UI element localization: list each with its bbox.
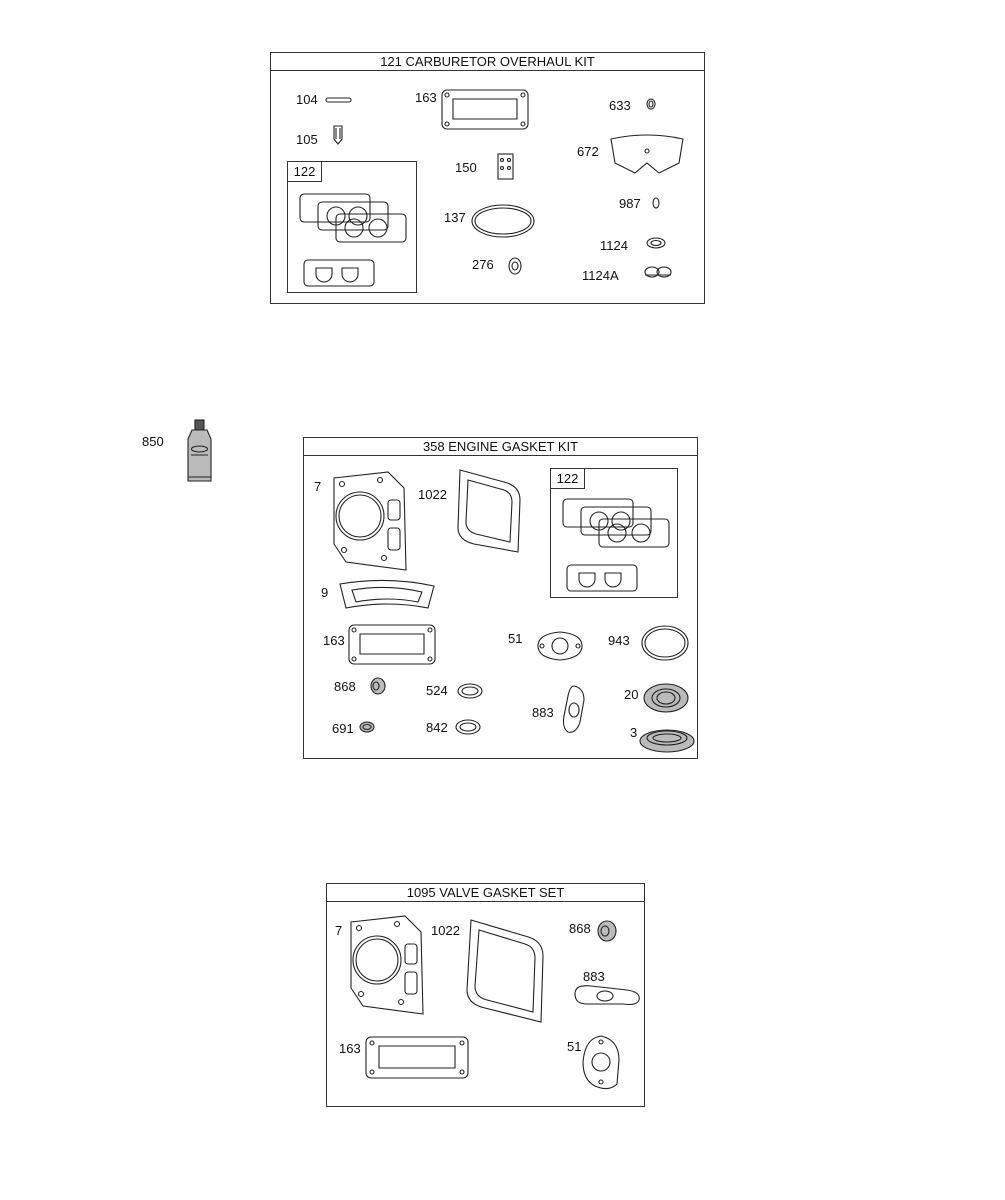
part-label: 672 xyxy=(577,144,599,159)
gasket-51-icon xyxy=(579,1034,623,1092)
needle-valve-icon xyxy=(331,125,345,145)
valve-cover-gasket-1022-icon xyxy=(454,468,526,562)
kit-carburetor-overhaul xyxy=(270,52,705,304)
part-label: 163 xyxy=(323,633,345,648)
seal-868-icon xyxy=(368,676,388,696)
part-label: 868 xyxy=(569,921,591,936)
part-label: 987 xyxy=(619,196,641,211)
sub-kit-122 xyxy=(287,161,417,293)
kit-title: 121 CARBURETOR OVERHAUL KIT xyxy=(271,53,704,71)
part-label: 51 xyxy=(508,631,523,646)
gasket-51-icon xyxy=(534,628,586,664)
jet-987-icon xyxy=(651,197,661,209)
part-label: 105 xyxy=(296,132,318,147)
part-label: 9 xyxy=(321,585,329,600)
gasket-163-icon xyxy=(441,89,531,131)
carburetor-gasket-set-icon xyxy=(296,186,411,291)
part-label: 691 xyxy=(332,721,354,736)
part-label: 883 xyxy=(532,705,554,720)
sealant-tube-icon xyxy=(185,419,215,485)
bearing-20-icon xyxy=(642,682,690,714)
o-ring-943-icon xyxy=(640,624,690,662)
part-label: 868 xyxy=(334,679,356,694)
kit-valve-gasket xyxy=(326,883,645,1107)
seal-868-icon xyxy=(595,918,619,944)
gasket-163-icon xyxy=(348,624,438,666)
part-label: 842 xyxy=(426,720,448,735)
o-ring-137-icon xyxy=(471,203,537,239)
part-label: 1022 xyxy=(431,923,460,938)
head-gasket-7-icon xyxy=(347,914,427,1020)
part-label: 276 xyxy=(472,257,494,272)
part-label: 1124 xyxy=(600,238,628,253)
valve-cover-gasket-1022-icon xyxy=(463,918,549,1028)
head-gasket-7-icon xyxy=(330,470,410,576)
part-label: 7 xyxy=(314,479,322,494)
part-label: 51 xyxy=(567,1039,582,1054)
kit-engine-gasket xyxy=(303,437,698,759)
o-ring-1124-icon xyxy=(645,236,667,250)
o-ring-524-icon xyxy=(456,682,484,700)
sub-kit-label: 122 xyxy=(551,469,585,489)
part-label: 104 xyxy=(296,92,318,107)
oil-seal-3-icon xyxy=(638,726,696,756)
part-label: 3 xyxy=(630,725,638,740)
sub-kit-label: 122 xyxy=(288,162,322,182)
part-label: 163 xyxy=(415,90,437,105)
gasket-883-icon xyxy=(571,982,643,1008)
gasket-150-icon xyxy=(497,153,515,181)
part-label: 524 xyxy=(426,683,448,698)
gasket-883-icon xyxy=(560,684,588,736)
seal-691-icon xyxy=(358,720,376,734)
part-label: 633 xyxy=(609,98,631,113)
sub-kit-122 xyxy=(550,468,678,598)
kit-title: 1095 VALVE GASKET SET xyxy=(327,884,644,902)
part-label: 7 xyxy=(335,923,343,938)
part-label: 1124A xyxy=(582,268,619,283)
carburetor-gasket-set-icon xyxy=(559,491,674,596)
part-label: 150 xyxy=(455,160,477,175)
part-label: 163 xyxy=(339,1041,361,1056)
plug-633-icon xyxy=(645,97,657,111)
part-label-850: 850 xyxy=(142,434,164,449)
kit-title: 358 ENGINE GASKET KIT xyxy=(304,438,697,456)
part-label: 137 xyxy=(444,210,466,225)
washer-276-icon xyxy=(507,256,523,276)
gasket-163-icon xyxy=(365,1036,471,1080)
pin-icon xyxy=(325,97,353,103)
gasket-672-icon xyxy=(607,133,687,179)
gasket-9-icon xyxy=(338,578,436,614)
part-label: 883 xyxy=(583,969,605,984)
part-label: 20 xyxy=(624,687,639,702)
o-ring-842-icon xyxy=(454,718,482,736)
part-label: 1022 xyxy=(418,487,447,502)
part-label: 943 xyxy=(608,633,630,648)
cap-1124a-icon xyxy=(643,264,673,282)
